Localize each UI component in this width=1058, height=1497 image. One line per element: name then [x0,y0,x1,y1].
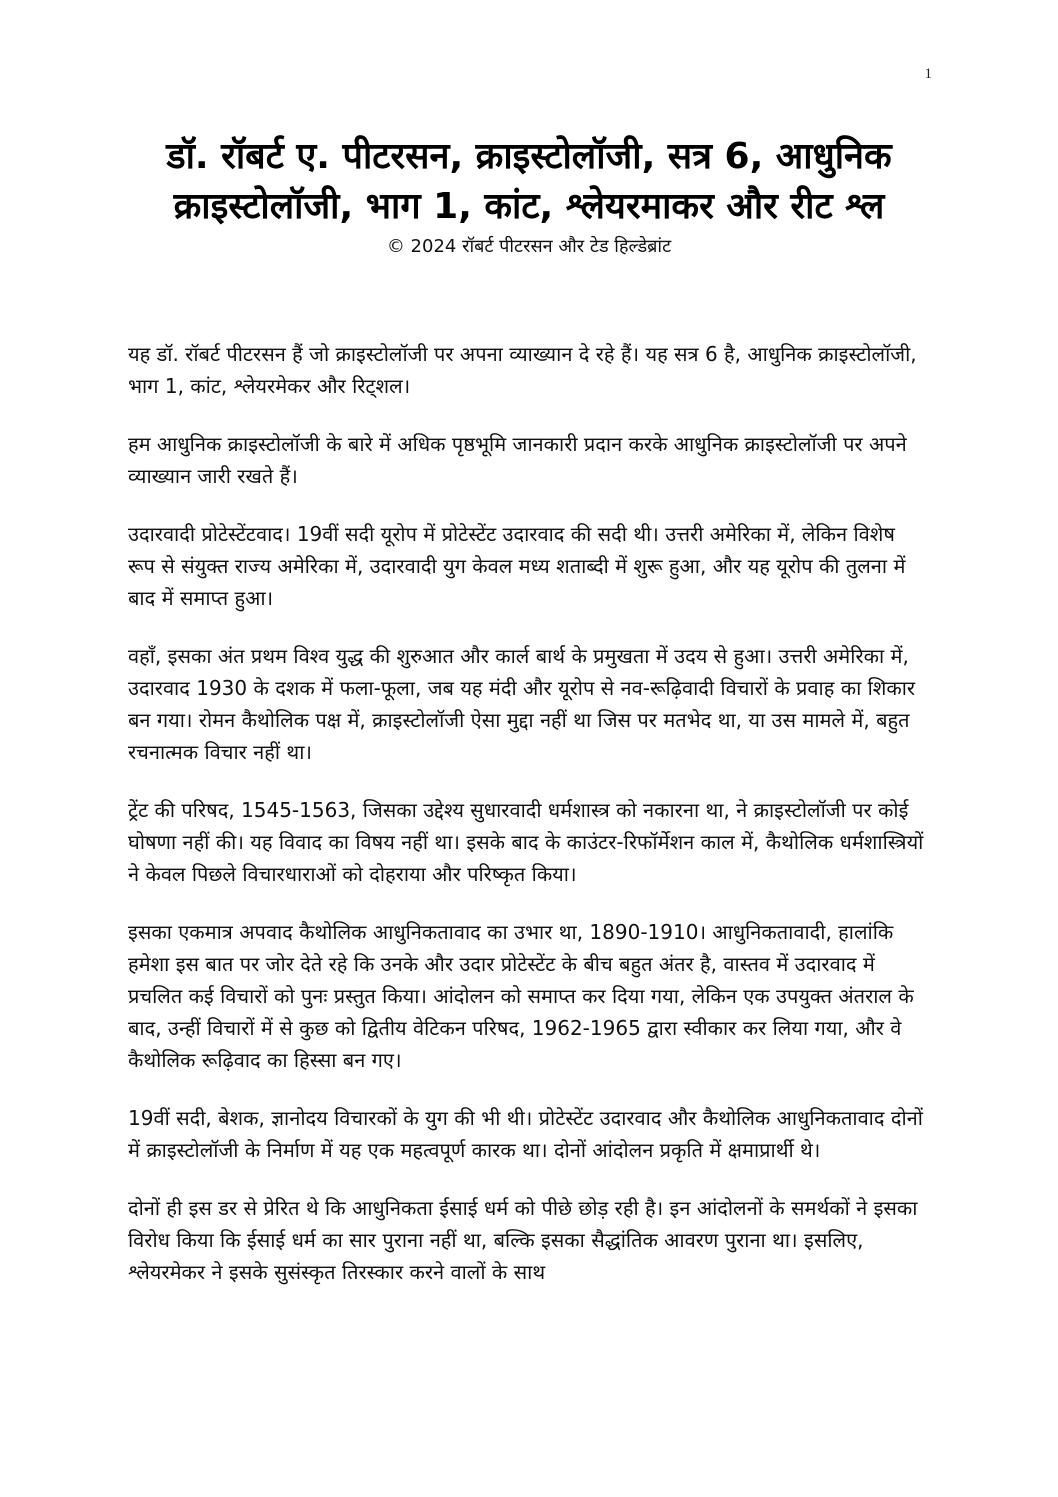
paragraph: दोनों ही इस डर से प्रेरित थे कि आधुनिकता ईसाई धर्म को पीछे छोड़ रही है। इन आंदोलनों के समर्थकों ने इसका विरोध किया कि ईसाई धर्म का सार पुराना नहीं था, बल्कि इसका सैद्धांतिक आवरण पुराना था। इसलिए, श्लेयरमेकर ने इसके सुसंस्कृत तिरस्कार करने वालों के साथ [128,1196,918,1284]
paragraph: 19वीं सदी, बेशक, ज्ञानोदय विचारकों के युग की भी थी। प्रोटेस्टेंट उदारवाद और कैथोलिक आधुनिकतावाद दोनों में क्राइस्टोलॉजी के निर्माण में यह एक महत्वपूर्ण कारक था। दोनों आंदोलन प्रकृति में क्षमाप्रार्थी थे। [128,1106,923,1162]
document-title: डॉ. रॉबर्ट ए. पीटरसन, क्राइस्टोलॉजी, सत्र 6, आधुनिक क्राइस्टोलॉजी, भाग 1, कांट, श्लेयरमाकर और रीट श्ल [166,136,892,227]
paragraph: इसका एकमात्र अपवाद कैथोलिक आधुनिकतावाद का उभार था, 1890-1910। आधुनिकतावादी, हालांकि हमेशा इस बात पर जोर देते रहे कि उनके और उदार प्रोटेस्टेंट के बीच बहुत अंतर है, वास्तव में उदारवाद में प्रचलित कई विचारों को पुनः प्रस्तुत किया। आंदोलन को समाप्त कर दिया गया, लेकिन एक उपयुक्त अंतराल के बाद, उन्हीं विचारों में से कुछ को द्वितीय वेटिकन परिषद, 1962-1965 द्वारा स्वीकार कर लिया गया, और वे कैथोलिक रूढ़िवाद का हिस्सा बन गए। [128,920,914,1072]
paragraph: वहाँ, इसका अंत प्रथम विश्व युद्ध की शुरुआत और कार्ल बार्थ के प्रमुखता में उदय से हुआ। उत्तरी अमेरिका में, उदारवाद 1930 के दशक में फला-फूला, जब यह मंदी और यूरोप से नव-रूढ़िवादी विचारों के प्रवाह का शिकार बन गया। रोमन कैथोलिक पक्ष में, क्राइस्टोलॉजी ऐसा मुद्दा नहीं था जिस पर मतभेद था, या उस मामले में, बहुत रचनात्मक विचार नहीं था। [128,644,916,764]
paragraph: हम आधुनिक क्राइस्टोलॉजी के बारे में अधिक पृष्ठभूमि जानकारी प्रदान करके आधुनिक क्राइस्टोलॉजी पर अपने व्याख्यान जारी रखते हैं। [128,432,907,488]
paragraph: ट्रेंट की परिषद, 1545-1563, जिसका उद्देश्य सुधारवादी धर्मशास्त्र को नकारना था, ने क्राइस्टोलॉजी पर कोई घोषणा नहीं की। यह विवाद का विषय नहीं था। इसके बाद के काउंटर-रिफॉर्मेशन काल में, कैथोलिक धर्मशास्त्रियों ने केवल पिछले विचारधाराओं को दोहराया और परिष्कृत किया। [128,798,924,886]
copyright-line: © 2024 रॉबर्ट पीटरसन और टेड हिल्डेब्रांट [386,236,672,257]
page-number: 1 [924,66,932,82]
document-header [110,132,948,260]
paragraph: यह डॉ. रॉबर्ट पीटरसन हैं जो क्राइस्टोलॉजी पर अपना व्याख्यान दे रहे हैं। यह सत्र 6 है, आधुनिक क्राइस्टोलॉजी, भाग 1, कांट, श्लेयरमेकर और रिट्शल। [128,342,917,398]
paragraph: उदारवादी प्रोटेस्टेंटवाद। 19वीं सदी यूरोप में प्रोटेस्टेंट उदारवाद की सदी थी। उत्तरी अमेरिका में, लेकिन विशेष रूप से संयुक्त राज्य अमेरिका में, उदारवादी युग केवल मध्य शताब्दी में शुरू हुआ, और यह यूरोप की तुलना में बाद में समाप्त हुआ। [128,522,906,610]
document-body [128,338,928,1314]
